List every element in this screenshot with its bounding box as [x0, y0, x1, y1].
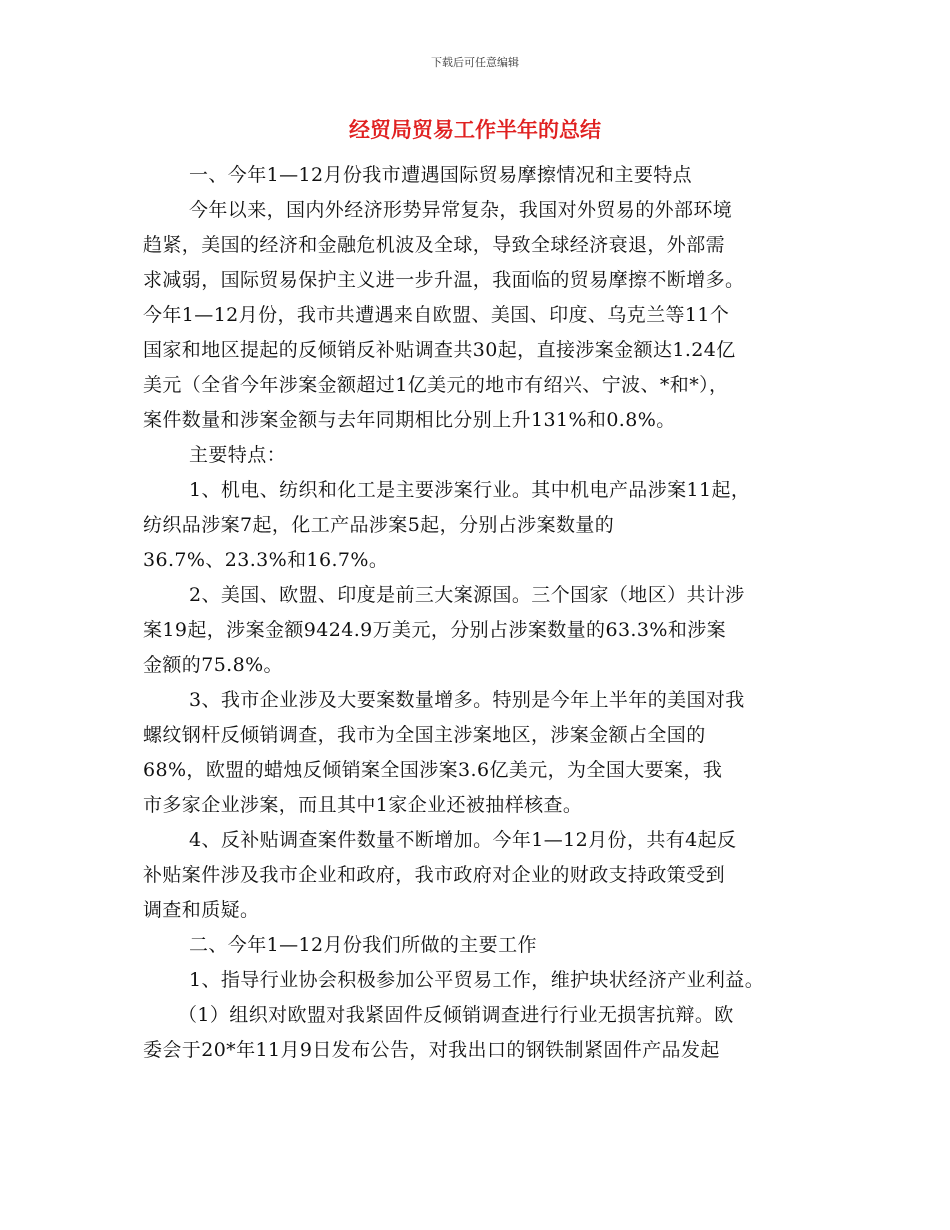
text-line: 主要特点： [189, 444, 287, 466]
text-line: 68%，欧盟的蜡烛反倾销案全国涉案3.6亿美元，为全国大要案，我 [143, 759, 723, 781]
text-line: 国家和地区提起的反倾销反补贴调查共30起，直接涉案金额达1.24亿 [143, 339, 736, 361]
text-line: 3、我市企业涉及大要案数量增多。特别是今年上半年的美国对我 [189, 689, 745, 711]
text-line: 美元（全省今年涉案金额超过1亿美元的地市有绍兴、宁波、*和*）， [143, 374, 729, 396]
text-line: 一、今年1—12月份我市遭遇国际贸易摩擦情况和主要特点 [189, 164, 693, 186]
text-line: 2、美国、欧盟、印度是前三大案源国。三个国家（地区）共计涉 [189, 584, 745, 606]
text-line: 委会于20*年11月9日发布公告，对我出口的钢铁制紧固件产品发起 [143, 1039, 720, 1061]
text-line: 案件数量和涉案金额与去年同期相比分别上升131%和0.8%。 [143, 409, 676, 431]
text-line: 4、反补贴调查案件数量不断增加。今年1—12月份，共有4起反 [189, 829, 737, 851]
document-title: 经贸局贸易工作半年的总结 [349, 118, 601, 142]
text-line: 补贴案件涉及我市企业和政府，我市政府对企业的财政支持政策受到 [143, 864, 726, 886]
text-line: 螺纹钢杆反倾销调查，我市为全国主涉案地区，涉案金额占全国的 [143, 724, 706, 746]
text-line: 二、今年1—12月份我们所做的主要工作 [189, 934, 537, 956]
text-line: 趋紧，美国的经济和金融危机波及全球，导致全球经济衰退，外部需 [143, 234, 726, 256]
text-line: 求减弱，国际贸易保护主义进一步升温，我面临的贸易摩擦不断增多。 [143, 269, 745, 291]
text-line: 36.7%、23.3%和16.7%。 [143, 549, 389, 571]
text-line: 1、机电、纺织和化工是主要涉案行业。其中机电产品涉案11起， [189, 479, 751, 501]
text-line: 案19起，涉案金额9424.9万美元，分别占涉案数量的63.3%和涉案 [143, 619, 727, 641]
page-header: 下载后可任意编辑 [431, 56, 519, 69]
text-line: 1、指导行业协会积极参加公平贸易工作，维护块状经济产业利益。 [189, 969, 765, 991]
text-line: 今年以来，国内外经济形势异常复杂，我国对外贸易的外部环境 [189, 199, 733, 221]
text-line: 调查和质疑。 [143, 899, 260, 921]
text-line: 市多家企业涉案，而且其中1家企业还被抽样核查。 [143, 794, 583, 816]
text-line: 今年1—12月份，我市共遭遇来自欧盟、美国、印度、乌克兰等11个 [143, 304, 730, 326]
text-line: （1）组织对欧盟对我紧固件反倾销调查进行行业无损害抗辩。欧 [178, 1004, 734, 1026]
document-body [143, 158, 815, 1068]
text-line: 纺织品涉案7起，化工产品涉案5起，分别占涉案数量的 [143, 514, 615, 536]
text-line: 金额的75.8%。 [143, 654, 283, 676]
